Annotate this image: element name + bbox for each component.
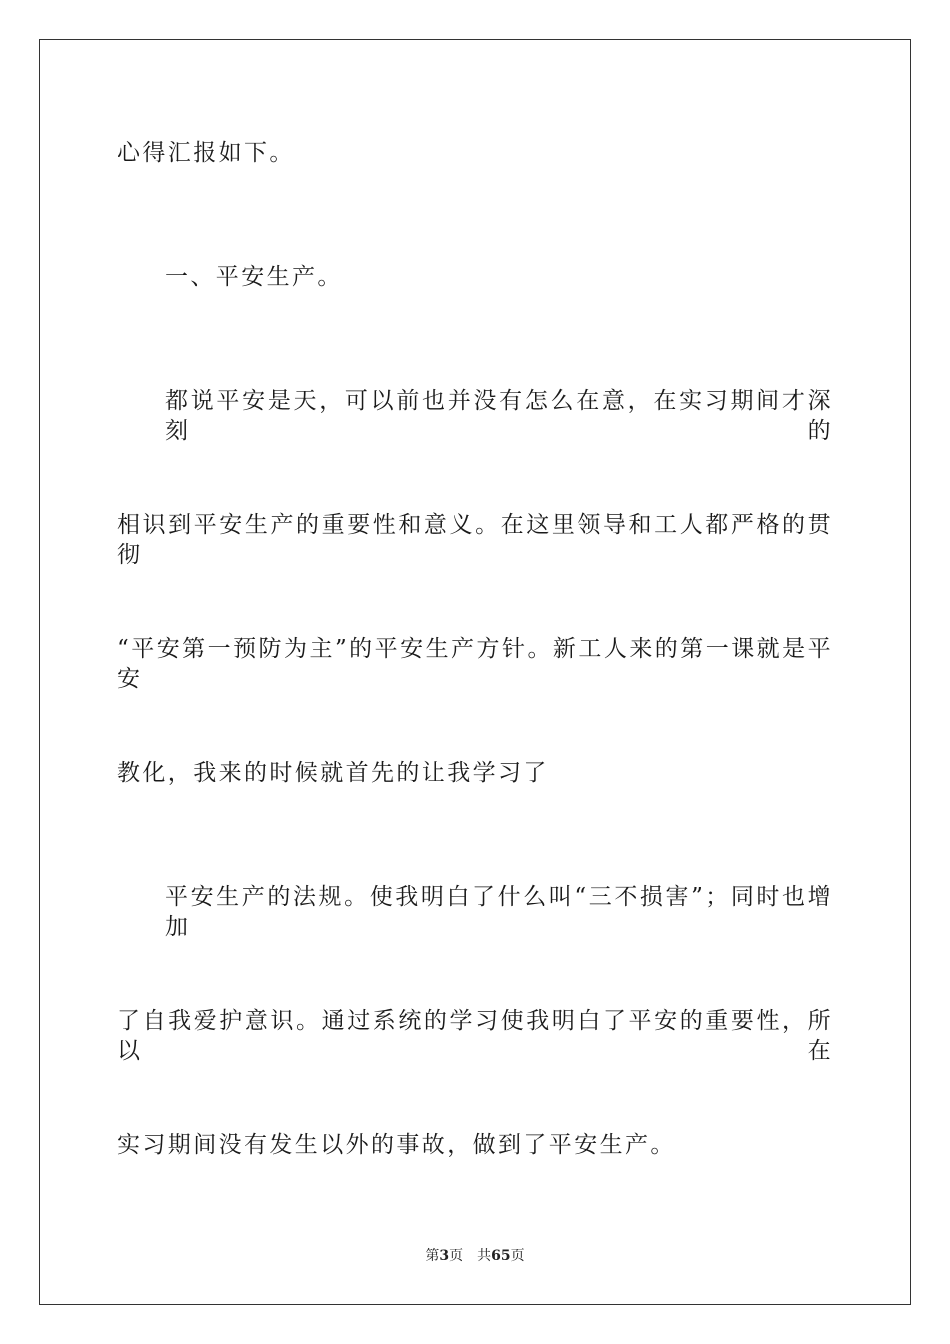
total-pages: 65 [491,1248,511,1264]
paragraph-line-3: 都说平安是天，可以前也并没有怎么在意，在实习期间才深刻的 [165,388,833,444]
paragraph-line-7: 平安生产的法规。使我明白了什么叫“三不损害”；同时也增加 [165,884,833,940]
section-heading: 一、平安生产。 [165,264,343,290]
paragraph-line-4: 相识到平安生产的重要性和意义。在这里领导和工人都严格的贯彻 [117,512,833,568]
paragraph-line-8: 了自我爱护意识。通过系统的学习使我明白了平安的重要性，所以在 [117,1008,833,1064]
paragraph-line-1: 心得汇报如下。 [117,140,295,166]
paragraph-line-6: 教化，我来的时候就首先的让我学习了 [117,760,549,786]
paragraph-line-9: 实习期间没有发生以外的事故，做到了平安生产。 [117,1132,676,1158]
total-prefix: 共 [477,1248,492,1264]
page-prefix: 第 [425,1248,440,1264]
paragraph-line-5: “平安第一预防为主”的平安生产方针。新工人来的第一课就是平安 [117,636,833,692]
page-suffix: 页 [449,1248,464,1264]
page-number: 3 [439,1248,450,1264]
page-footer [0,1247,950,1265]
total-suffix: 页 [510,1248,525,1264]
